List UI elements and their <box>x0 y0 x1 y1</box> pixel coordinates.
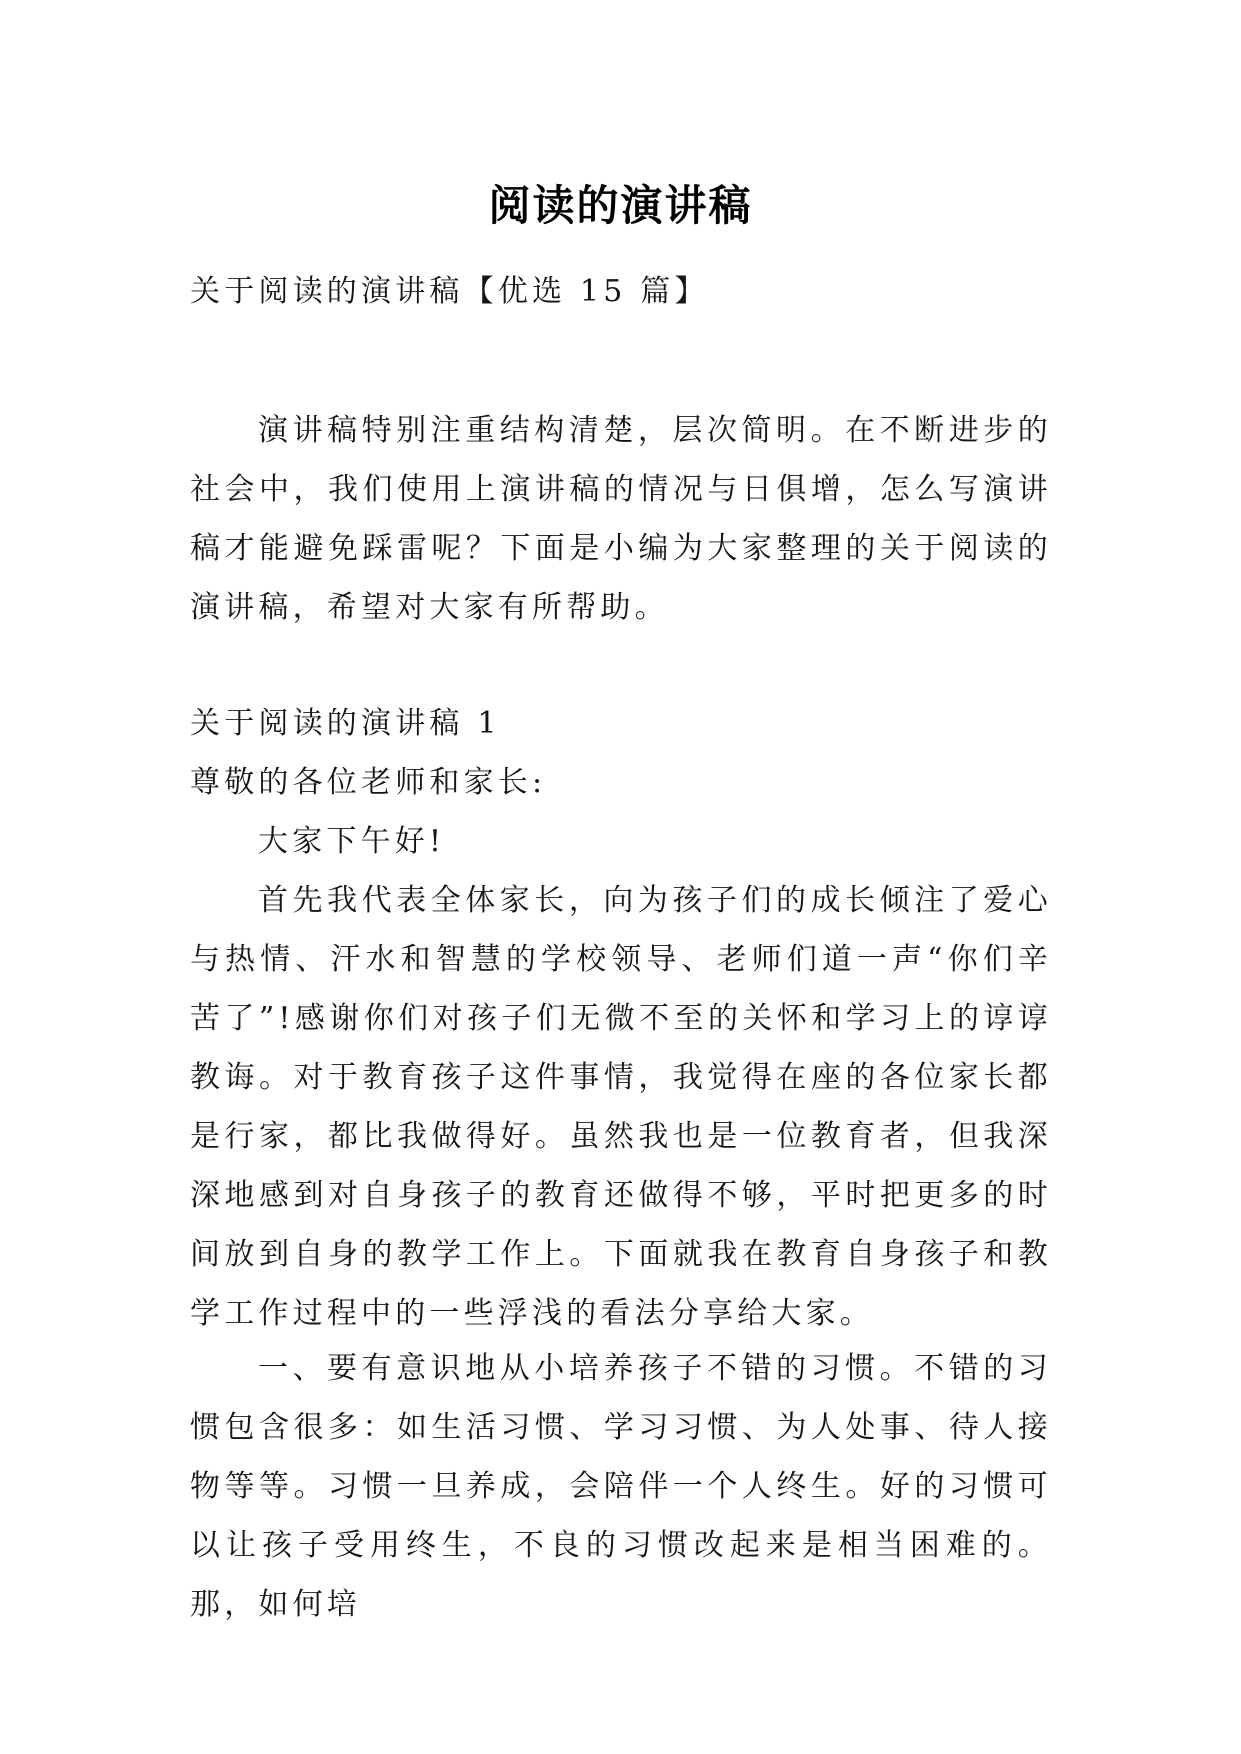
body-paragraph: 一、要有意识地从小培养孩子不错的习惯。不错的习惯包含很多：如生活习惯、学习习惯、为人处事、待人接物等等。习惯一旦养成，会陪伴一个人终生。好的习惯可以让孩子受用终生，不良的习惯改起来是相当困难的。那，如何培 <box>190 1351 1052 1622</box>
greeting-line: 大家下午好! <box>258 824 446 859</box>
section-heading: 关于阅读的演讲稿 1 <box>190 706 501 741</box>
body-paragraph: 首先我代表全体家长，向为孩子们的成长倾注了爱心与热情、汗水和智慧的学校领导、老师们道一声“你们辛苦了”!感谢你们对孩子们无微不至的关怀和学习上的谆谆教诲。对于教育孩子这件事情，我觉得在座的各位家长都是行家，都比我做得好。虽然我也是一位教育者，但我深深地感到对自身孩子的教育还做得不够，平时把更多的时间放到自身的教学工作上。下面就我在教育自身孩子和教学工作过程中的一些浮浅的看法分享给大家。 <box>190 883 1052 1331</box>
document-title: 阅读的演讲稿 <box>488 181 753 231</box>
intro-paragraph: 演讲稿特别注重结构清楚，层次简明。在不断进步的社会中，我们使用上演讲稿的情况与日俱增，怎么写演讲稿才能避免踩雷呢？下面是小编为大家整理的关于阅读的演讲稿，希望对大家有所帮助。 <box>190 413 1052 625</box>
salutation: 尊敬的各位老师和家长: <box>190 765 547 800</box>
document-subtitle: 关于阅读的演讲稿【优选 15 篇】 <box>190 274 709 309</box>
